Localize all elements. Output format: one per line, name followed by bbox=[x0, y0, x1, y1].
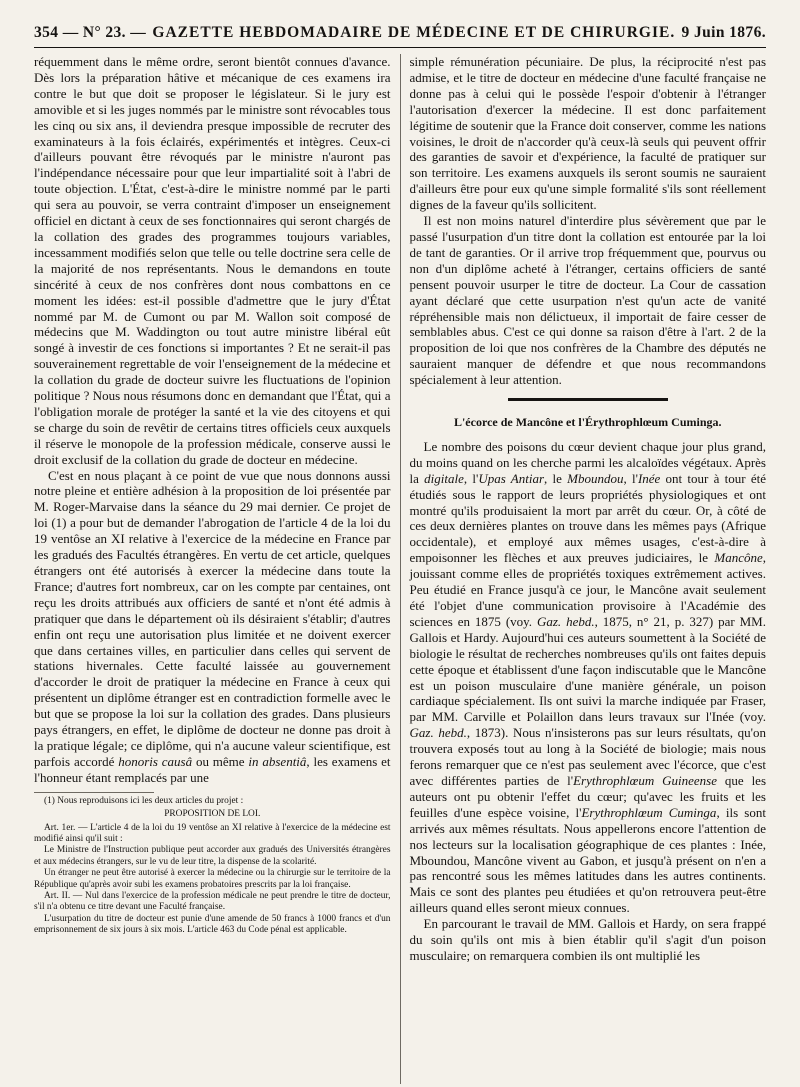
text-run: , ils sont arrivés aux mêmes résultats. Nous appellerons encore l'attention de nos lecteurs sur la localisation géographique de ces plantes : Inée, Mboundou, Mancône vivent au Gabon, et jusqu'à présent on n'en a pas rencontré sous les mêmes latitudes dans les autres continents. Mais ce sont des plantes peu étudiées et qu'on retrouvera peut-être ailleurs quand elles seront mieux connues. bbox=[409, 804, 766, 916]
text-run: , les examens et l'honneur étant remplacés par une bbox=[34, 753, 391, 785]
text-run: ou même bbox=[192, 753, 249, 769]
issue-number: — N° 23. — bbox=[62, 24, 147, 41]
text-run: que les auteurs ont pu obtenir l'effet du cœur; qu'avec les fruits et les feuilles d'une espèce voisine, l' bbox=[409, 772, 766, 820]
italic-run: digitale bbox=[424, 470, 464, 486]
paragraph bbox=[34, 468, 391, 786]
issue-date: 9 Juin 1876. bbox=[681, 24, 766, 41]
italic-run: honoris causâ bbox=[118, 753, 193, 769]
section-divider bbox=[508, 398, 668, 401]
text-run: C'est en nous plaçant à ce point de vue que nous donnons aussi notre pleine et entière adhésion à la proposition de loi présentée par M. Roger-Marvaise dans la séance du 29 mai dernier. Ce projet de loi (1) a pour but de demander l'abrogation de l'article 4 de la loi du 19 ventôse an XI relative à l'exercice de la médecine en France par les gradués des Facultés étrangères. En vertu de cet article, quelques étrangers ont été autorisés à exercer la médecine dans toute la France; d'autres fort nombreux, car on les compte par centaines, ont reçu les droits attribués aux officiers de santé et n'ont été admis à pratiquer que dans le département où ils désiraient s'établir; d'autres enfin ont reçu une autorisation plus limitée et ne doivent exercer que dans certaines villes, en particulier dans celles qui servent de stations hivernales. Cette faculté laissée au gouvernement d'accorder le droit de pratiquer la médecine en France à ceux qui présentent un diplôme étranger est en contradiction formelle avec le but que se propose la loi sur la collation des grades. Dans plusieurs pays étrangers, en effet, le diplôme de docteur ne donne pas droit à la pratique légale; ce diplôme, qui n'a aucune valeur scientifique, est parfois accordé bbox=[34, 467, 391, 769]
italic-run: Gaz. hebd. bbox=[536, 613, 595, 629]
footnote-article: L'usurpation du titre de docteur est punie d'une amende de 50 francs à 1000 francs et d'un emprisonnement de six jours à six mois. L'article 463 du Code pénal est applicable. bbox=[34, 913, 391, 936]
paragraph: simple rémunération pécuniaire. De plus, la réciprocité n'est pas admise, et le titre de docteur en médecine d'une faculté française ne donne pas à celui qui le possède l'espoir d'obtenir à l'étranger l'autorisation d'exercer la médecine. Il est donc parfaitement légitime de soutenir que la France doit conserver, comme les nations voisines, le droit de n'accorder qu'à ceux-là seuls qui peuvent offrir des garanties de savoir et d'expérience, la faculté de pratiquer sur son territoire. Les examens auxquels ils seront soumis ne sauraient d'ailleurs être pour eux qu'une simple formalité s'ils sont réellement dignes de la faveur qu'ils sollicitent. bbox=[409, 54, 766, 213]
running-header bbox=[34, 24, 766, 48]
text-run: , le bbox=[544, 470, 568, 486]
italic-run: Erythrophlœum Cuminga bbox=[581, 804, 717, 820]
paragraph: Il est non moins naturel d'interdire plus sévèrement que par le passé l'usurpation d'un titre dont la collation est entourée par la loi de tant de garanties. Or il arrive trop fréquemment que, pourvus ou non d'un diplôme acheté à l'étranger, certains officiers de santé pensent pouvoir usurper le titre de docteur. La Cour de cassation ayant déclaré que cette usurpation n'est qu'un acte de vanité répréhensible mais non délictueux, il importait de faire cesser de semblables abus. C'est ce qui donne sa raison d'être à l'art. 2 de la proposition de loi que nos confrères de la Chambre des députés ne sauraient manquer de défendre et que nous recommandons spécialement à leur attention. bbox=[409, 213, 766, 388]
footnote-heading: PROPOSITION DE LOI. bbox=[164, 809, 261, 820]
footnote-article: Art. 1er. — L'article 4 de la loi du 19 ventôse an XI relative à l'exercice de la médecine est modifié ainsi qu'il suit : bbox=[34, 822, 391, 844]
text-run: , 1873). Nous n'insisterons pas sur leurs résultats, qu'on trouvera exposés tout au long à la Société de biologie; mais nous ferons remarquer que ce n'est pas seulement avec l'écorce, que c'est avec différentes parties de l' bbox=[409, 725, 766, 788]
journal-title: GAZETTE HEBDOMADAIRE DE MÉDECINE ET DE CHIRURGIE. bbox=[152, 24, 676, 41]
italic-run: in absentiâ bbox=[248, 753, 307, 769]
footnote-article: Art. II. — Nul dans l'exercice de la profession médicale ne peut prendre le titre de docteur, s'il n'a obtenu ce titre devant une Faculté française. bbox=[34, 890, 391, 913]
section-title: L'écorce de Mancône et l'Érythrophlœum Cuminga. bbox=[453, 415, 722, 430]
italic-run: Gaz. hebd. bbox=[409, 725, 467, 741]
footnote-article: Un étranger ne peut être autorisé à exercer la médecine ou la chirurgie sur le territoire de la République qu'après avoir subi les examens probatoires prescrits par la loi française. bbox=[34, 868, 391, 890]
paragraph: En parcourant le travail de MM. Gallois et Hardy, on sera frappé du soin qu'ils ont mis à bien établir qu'il s'agit d'un poison musculaire; on remarquera combien ils ont multiplié les bbox=[409, 916, 766, 963]
right-column bbox=[400, 54, 767, 1084]
footnote-article: Le Ministre de l'Instruction publique peut accorder aux gradués des Universités étrangères et aux médecins étrangers, sur le vu de leur titre, la dispense de la scolarité. bbox=[34, 845, 391, 867]
italic-run: Mancône bbox=[714, 550, 763, 566]
text-run: , l' bbox=[463, 470, 479, 486]
text-run: ont tour à tour été étudiés sous le rapport de leurs propriétés physiologiques et ont montré qu'ils produisaient la mort par arrêt du cœur. Or, à côté de ces deux dernières plantes on trouve dans les mêmes pays (Afrique occidentale), et employé aux mêmes usages, c'est-à-dire à empoisonner les flèches et aux preuves judiciaires, le bbox=[409, 470, 766, 566]
footnote-intro: (1) Nous reproduisons ici les deux articles du projet : bbox=[44, 795, 244, 806]
footnote bbox=[34, 796, 391, 937]
italic-run: Inée bbox=[637, 470, 661, 486]
page-number: 354 bbox=[34, 24, 59, 41]
italic-run: Mboundou bbox=[567, 470, 624, 486]
italic-run: Erythrophlœum Guineense bbox=[573, 772, 718, 788]
text-run: , jouissant comme elles de propriétés toxiques extrêmement actives. Peu étudié en France jusqu'à ce jour, le Mancône avait seulement été l'objet d'une communication provisoire à l'Académie des sciences en 1875 (voy. bbox=[409, 550, 766, 629]
footnote-separator bbox=[34, 792, 154, 793]
text-run: , l' bbox=[623, 470, 638, 486]
text-run: , 1875, n° 21, p. 327) par MM. Gallois et Hardy. Aujourd'hui ces auteurs soumettent à la Société de biologie le résultat de recherches nombreuses qu'ils ont faites depuis cette époque et établissent d'une façon indiscutable que le Mancône est un poison musculaire d'une manière générale, un poison cardiaque spécialement. Ils ont suivi la marche indiquée par Fraser, par MM. Carville et Polaillon dans leurs travaux sur l'Inée (voy. bbox=[409, 613, 766, 725]
left-column bbox=[34, 54, 400, 1084]
paragraph: réquemment dans le même ordre, seront bientôt connues d'avance. Dès lors la préparation hâtive et mécanique de ces examens ira contre le but que doit se proposer le législateur. Si le jury est amovible et si les juges nommés par le ministre sont révocables tous les cinq ou six ans, il deviendra presque impossible de recruter des examinateurs à la fois éclairés, expérimentés et intègres. Ceux-ci d'ailleurs pouvant être révoqués par le ministre n'auront pas l'indépendance nécessaire pour que leur impartialité soit à l'abri de toute objection. L'État, c'est-à-dire le ministre nommé par le parti qui sera au pouvoir, se verra contraint d'imposer un enseignement officiel en dictant à ceux de ses fonctionnaires qui seront chargés de la collation des grades des programmes toujours variables, incessamment modifiés selon que telle ou telle doctrine sera celle de la majorité de nos représentants. Nous le demandons en toute sincérité à ceux de nos confrères dont nous combattons en ce moment les idées: est-il possible d'admettre que le jury d'État nommé par M. de Cumont ou par M. Wallon soit composé de médecins que M. Waddington ou tout autre ministre libéral eût songé à investir de ces fonctions si importantes ? Et ne serait-il pas souverainement regrettable de voir l'enseignement de la médecine et la collation du grade de docteur suivre les fluctuations de l'opinion politique ? Nous nous résumons donc en demandant que l'État, qui a l'obligation morale de protéger la santé et la vie des citoyens et qui se charge du soin de revêtir de certains titres officiels ceux auxquels il réserve le monopole de la profession médicale, conserve aussi le droit exclusif de la collation du grade de docteur en médecine. bbox=[34, 54, 391, 467]
italic-run: Upas Antiar bbox=[478, 470, 544, 486]
text-columns bbox=[34, 54, 766, 1084]
paragraph bbox=[410, 439, 767, 916]
text-run: Le nombre des poisons du cœur devient chaque jour plus grand, du moins quand on les cherche parmi les alcaloïdes végétaux. Après la bbox=[409, 438, 766, 486]
